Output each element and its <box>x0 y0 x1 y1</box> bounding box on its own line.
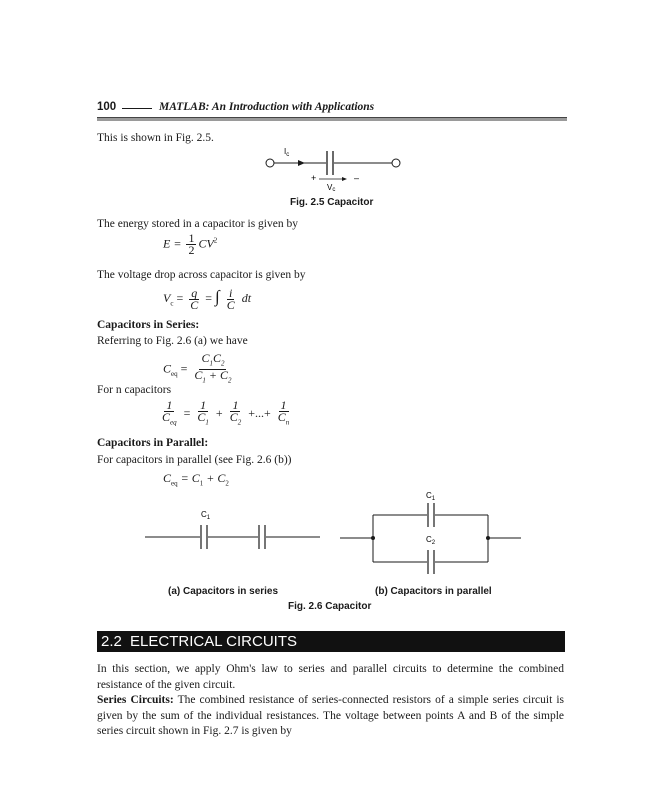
energy-text: The energy stored in a capacitor is given by <box>97 218 298 230</box>
fig-2-6-caption: Fig. 2.6 Capacitor <box>288 601 372 612</box>
voltage-equation: $V_c$ = $\frac{q}{C}$ = ∫ $\frac{i}{C}$ dt <box>163 285 252 312</box>
series-circuits-paragraph <box>97 693 564 740</box>
current-arrow <box>298 160 305 166</box>
parallel-text: For capacitors in parallel (see Fig. 2.6 (b)) <box>97 454 292 466</box>
terminal-right <box>392 159 400 167</box>
terminal-left <box>266 159 274 167</box>
label-ic: $I_c$ <box>284 147 290 158</box>
fig-2-5-capacitor-diagram <box>258 142 408 192</box>
page-header <box>97 101 567 123</box>
header-rule-short <box>122 108 152 109</box>
label-plus: + <box>311 173 317 183</box>
fig-2-5-caption: Fig. 2.5 Capacitor <box>290 197 374 208</box>
series-heading: Capacitors in Series: <box>97 319 200 331</box>
parallel-c1-label: $C_1$ <box>426 491 436 502</box>
parallel-equation: $C_{eq} = C_1 + C_2$ <box>163 471 229 488</box>
label-minus: – <box>354 173 360 183</box>
page-number: 100 <box>97 101 117 113</box>
series-circuits-heading: Series Circuits: <box>97 694 174 706</box>
section-heading-bar <box>97 631 565 652</box>
section-paragraph-1: In this section, we apply Ohm's law to series and parallel circuits to determine the combined resistance of the given circuit. <box>97 663 564 691</box>
n-capacitors-text: For n capacitors <box>97 384 172 396</box>
series-text: Referring to Fig. 2.6 (a) we have <box>97 335 248 347</box>
fig-2-6a-caption: (a) Capacitors in series <box>168 586 279 597</box>
parallel-heading: Capacitors in Parallel: <box>97 437 209 449</box>
header-rule <box>97 117 567 121</box>
series-c1-label: $C_1$ <box>201 510 211 521</box>
label-vc: Vc <box>327 183 336 192</box>
parallel-c2-label: $C_2$ <box>426 535 436 546</box>
voltage-arrow-head <box>342 177 347 181</box>
energy-equation: E = $\frac{1}{2}$ $CV^2$ <box>163 231 218 257</box>
series-equation: $C_{eq}$ = $\frac{C_1C_2}{C_1 + C_2}$ <box>163 351 232 385</box>
section-title: ELECTRICAL CIRCUITS <box>130 633 298 650</box>
n-capacitors-equation: $\frac{1}{C_{eq}}$ = $\frac{1}{C_1}$ + $\frac{1}{C_2}$ +...+ $\frac{1}{C_n}$ <box>162 398 290 427</box>
running-title: MATLAB: An Introduction with Applications <box>159 101 375 113</box>
fig-2-6b-parallel-diagram <box>335 488 525 578</box>
intro-line: This is shown in Fig. 2.5. <box>97 132 214 144</box>
voltage-text: The voltage drop across capacitor is given by <box>97 269 306 281</box>
section-number: 2.2 <box>101 633 122 650</box>
fig-2-6b-caption: (b) Capacitors in parallel <box>375 586 492 597</box>
series-circuits-text: The combined resistance of series-connected resistors of a simple series circuit is given by the sum of the individual resistances. The voltage between points A and B of the simple series circuit shown in Fig. 2.7 is given by <box>97 694 565 737</box>
fig-2-6a-series-diagram <box>140 505 325 560</box>
